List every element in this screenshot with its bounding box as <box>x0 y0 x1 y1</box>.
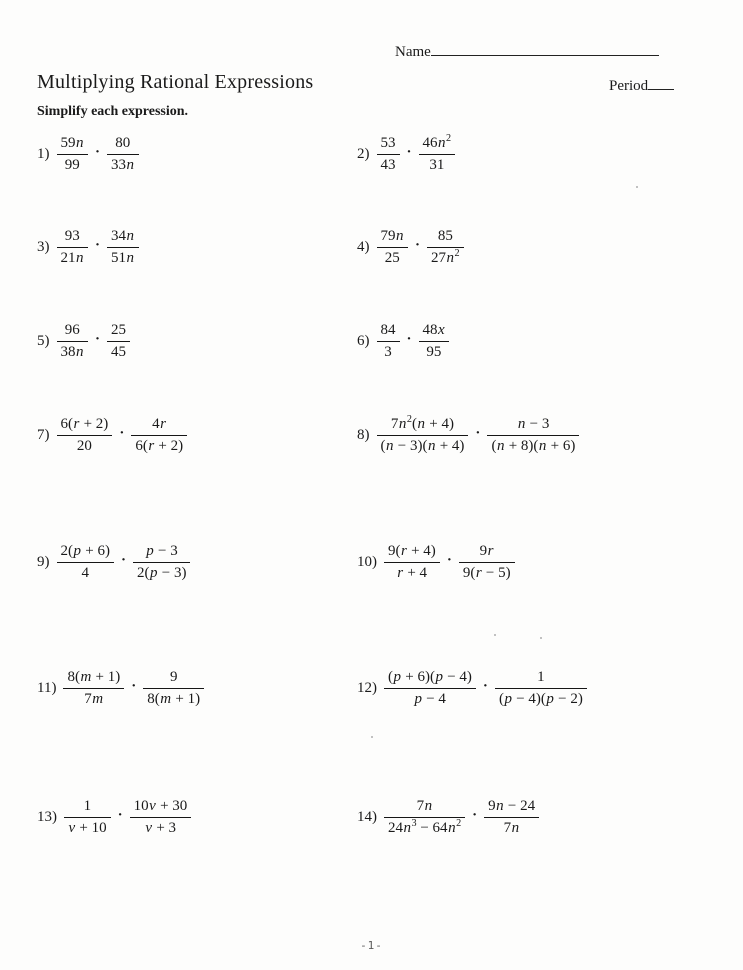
fraction <box>57 415 113 456</box>
fraction <box>495 668 587 709</box>
numerator: 93 <box>57 227 89 248</box>
problem-number: 11) <box>37 679 57 696</box>
fraction <box>377 321 400 362</box>
problem-number: 2) <box>357 145 370 162</box>
multiply-dot: · <box>406 330 412 347</box>
multiply-dot: · <box>120 551 126 568</box>
multiply-dot: · <box>446 551 452 568</box>
denominator: (n + 8)(n + 6) <box>491 437 576 454</box>
problem <box>357 797 539 838</box>
page-number: -1- <box>360 939 383 952</box>
denominator: 21n <box>60 249 84 266</box>
denominator: v + 3 <box>145 819 177 836</box>
problem-number: 9) <box>37 553 50 570</box>
fraction <box>459 542 515 583</box>
problem-number: 1) <box>37 145 50 162</box>
problem <box>37 134 139 175</box>
denominator: 51n <box>111 249 135 266</box>
numerator: 85 <box>427 227 464 248</box>
denominator: 7n <box>503 819 520 836</box>
numerator: 8(m + 1) <box>63 668 124 689</box>
scan-speck <box>540 637 542 639</box>
denominator: 31 <box>429 156 445 173</box>
denominator: 25 <box>384 249 400 266</box>
multiply-dot: · <box>475 424 481 441</box>
problem-number: 3) <box>37 238 50 255</box>
fraction <box>419 321 450 362</box>
denominator: (n − 3)(n + 4) <box>380 437 465 454</box>
problem <box>37 321 130 362</box>
multiply-dot: · <box>117 806 123 823</box>
multiply-dot: · <box>119 424 125 441</box>
denominator: 6(r + 2) <box>135 437 184 454</box>
numerator: 59n <box>57 134 89 155</box>
multiply-dot: · <box>95 143 101 160</box>
denominator: 99 <box>64 156 80 173</box>
fraction <box>107 134 139 175</box>
problem <box>357 134 455 175</box>
denominator: $27n^2$ <box>431 247 460 266</box>
denominator: 7m <box>84 690 104 707</box>
numerator: 6(r + 2) <box>57 415 113 436</box>
numerator: 2(p + 6) <box>57 542 114 563</box>
problem-number: 6) <box>357 332 370 349</box>
numerator: 4r <box>131 415 187 436</box>
denominator: 43 <box>380 156 396 173</box>
fraction <box>487 415 579 456</box>
fraction <box>377 415 469 456</box>
name-field <box>395 42 659 61</box>
fraction <box>384 668 476 709</box>
scan-speck <box>636 186 638 188</box>
problem-number: 4) <box>357 238 370 255</box>
fraction <box>143 668 204 709</box>
fraction <box>384 797 465 838</box>
denominator: (p − 4)(p − 2) <box>498 690 583 707</box>
fraction <box>484 797 539 838</box>
name-blank-line <box>431 42 659 56</box>
denominator: p − 4 <box>414 690 446 707</box>
problem <box>357 321 449 362</box>
problem <box>357 415 579 456</box>
multiply-dot: · <box>415 236 421 253</box>
numerator: 48x <box>419 321 450 342</box>
multiply-dot: · <box>472 806 478 823</box>
denominator: 38n <box>60 343 84 360</box>
denominator: 8(m + 1) <box>147 690 201 707</box>
denominator: 2(p − 3) <box>136 564 187 581</box>
numerator: 79n <box>377 227 409 248</box>
fraction <box>57 321 89 362</box>
numerator: 25 <box>107 321 130 342</box>
fraction <box>133 542 190 583</box>
problem-number: 7) <box>37 426 50 443</box>
fraction <box>107 227 139 268</box>
problem <box>37 227 139 268</box>
problem <box>37 542 190 583</box>
fraction <box>57 542 114 583</box>
numerator: 53 <box>377 134 400 155</box>
fraction <box>377 227 409 268</box>
numerator: (p + 6)(p − 4) <box>384 668 476 689</box>
numerator: 80 <box>107 134 139 155</box>
page-title: Multiplying Rational Expressions <box>37 71 314 93</box>
instructions: Simplify each expression. <box>37 104 189 119</box>
problem-number: 8) <box>357 426 370 443</box>
numerator: $46n^2$ <box>419 134 456 155</box>
scan-speck <box>494 634 496 636</box>
multiply-dot: · <box>95 330 101 347</box>
denominator: r + 4 <box>397 564 428 581</box>
fraction <box>107 321 130 362</box>
problem-number: 14) <box>357 808 377 825</box>
denominator: 3 <box>384 343 392 360</box>
numerator: 96 <box>57 321 89 342</box>
numerator: 34n <box>107 227 139 248</box>
numerator: 10v + 30 <box>130 797 192 818</box>
fraction <box>131 415 187 456</box>
period-field <box>609 76 674 95</box>
numerator: 9r <box>459 542 515 563</box>
problem-number: 13) <box>37 808 57 825</box>
fraction <box>419 134 456 175</box>
multiply-dot: · <box>131 677 137 694</box>
denominator: 4 <box>81 564 89 581</box>
fraction <box>427 227 464 268</box>
problem-number: 12) <box>357 679 377 696</box>
numerator: 1 <box>495 668 587 689</box>
denominator: 33n <box>111 156 135 173</box>
problem <box>357 668 587 709</box>
numerator: 9n − 24 <box>484 797 539 818</box>
fraction <box>57 227 89 268</box>
period-blank-line <box>648 76 674 90</box>
numerator: 1 <box>64 797 111 818</box>
name-label: Name <box>395 44 431 60</box>
problem <box>37 668 204 709</box>
fraction <box>384 542 440 583</box>
denominator: 45 <box>111 343 127 360</box>
numerator: 7n <box>384 797 465 818</box>
multiply-dot: · <box>95 236 101 253</box>
problem-number: 10) <box>357 553 377 570</box>
numerator: 84 <box>377 321 400 342</box>
denominator: 9(r − 5) <box>462 564 511 581</box>
fraction <box>377 134 400 175</box>
problem <box>357 542 515 583</box>
scan-speck <box>371 736 373 738</box>
multiply-dot: · <box>406 143 412 160</box>
denominator: 95 <box>426 343 442 360</box>
denominator: v + 10 <box>68 819 107 836</box>
numerator: $7n^2(n + 4)$ <box>377 415 469 436</box>
problem <box>37 415 187 456</box>
denominator: $24n^3 - 64n^2$ <box>388 817 462 836</box>
period-label: Period <box>609 78 649 94</box>
denominator: 20 <box>76 437 92 454</box>
problem-number: 5) <box>37 332 50 349</box>
numerator: p − 3 <box>133 542 190 563</box>
fraction <box>64 797 111 838</box>
numerator: n − 3 <box>487 415 579 436</box>
numerator: 9(r + 4) <box>384 542 440 563</box>
problem <box>37 797 191 838</box>
fraction <box>130 797 192 838</box>
fraction <box>57 134 89 175</box>
multiply-dot: · <box>482 677 488 694</box>
problem <box>357 227 464 268</box>
fraction <box>63 668 124 709</box>
numerator: 9 <box>143 668 204 689</box>
